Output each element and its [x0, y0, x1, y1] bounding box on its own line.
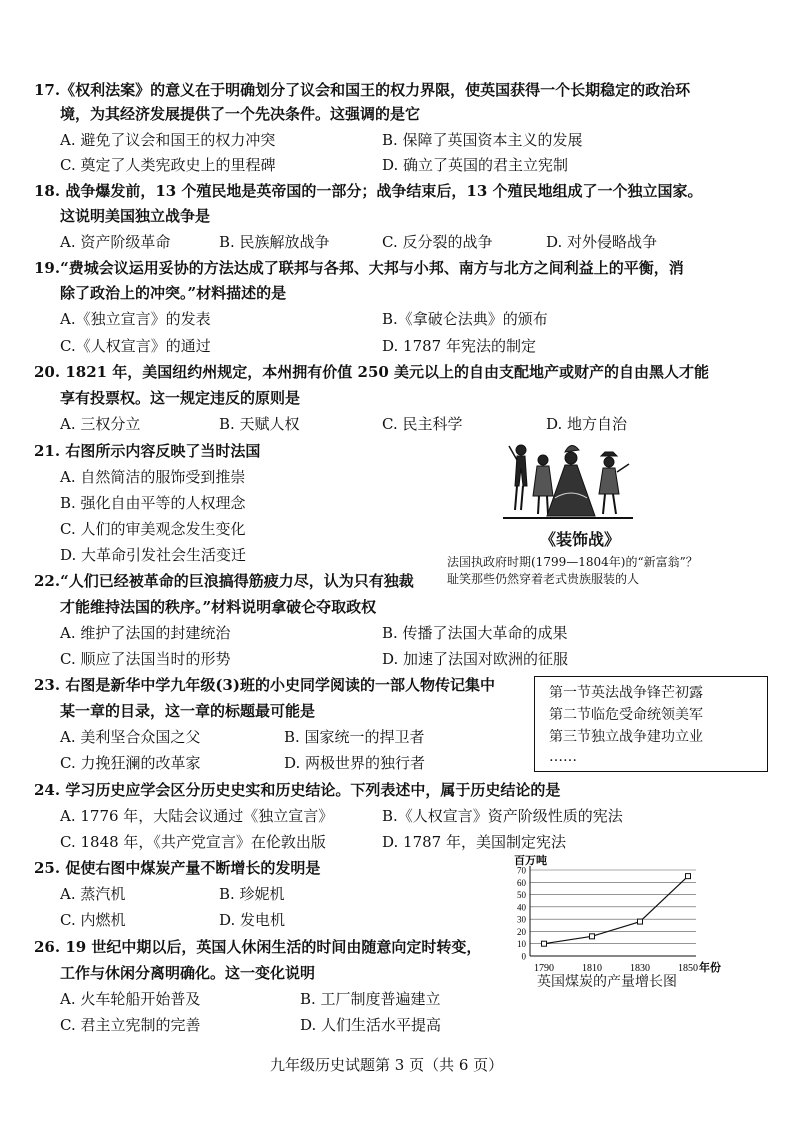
q20-option-c: C. 民主科学: [382, 415, 463, 433]
q26-option-b: B. 工厂制度普遍建立: [300, 990, 441, 1008]
q18-option-a: A. 资产阶级革命: [60, 233, 171, 251]
q23-option-b: B. 国家统一的捍卫者: [284, 728, 425, 746]
q21-option-d: D. 大革命引发社会生活变迁: [60, 546, 247, 564]
q20-stem-line2: 享有投票权。这一规定违反的原则是: [60, 389, 301, 407]
q26-option-a: A. 火车轮船开始普及: [60, 990, 201, 1008]
q19-stem-line2: 除了政治上的冲突。”材料描述的是: [60, 284, 287, 302]
q19-option-d: D. 1787 年宪法的制定: [382, 337, 536, 355]
caricature-illustration: [503, 438, 633, 524]
q20-stem-line1: 20. 1821 年，美国纽约州规定，本州拥有价值 250 美元以上的自由支配地产或财产的自由黑人才能: [34, 363, 710, 381]
chart-series-line: [544, 876, 688, 944]
figure-caption-line2: 耻笑那些仍然穿着老式贵族服装的人: [447, 572, 640, 586]
q23-stem-line1: 23. 右图是新华中学九年级(3)班的小史同学阅读的一部人物传记集中: [34, 676, 495, 694]
chart-x-tick-label: 1810: [582, 963, 602, 974]
chart-y-tick-label: 70: [517, 865, 526, 876]
chart-series: [542, 874, 691, 947]
q17-stem-line2: 境，为其经济发展提供了一个先决条件。这强调的是它: [60, 105, 421, 123]
chart-y-ticks: [517, 866, 527, 962]
chart-y-tick-label: 40: [517, 902, 526, 913]
q17-option-b: B. 保障了英国资本主义的发展: [382, 131, 583, 149]
page-footer: 九年级历史试题第 3 页（共 6 页）: [270, 1056, 504, 1074]
q25-option-d: D. 发电机: [219, 911, 286, 929]
toc-item: 第二节临危受命统领美军: [549, 707, 703, 723]
q22-option-a: A. 维护了法国的封建统治: [60, 624, 231, 642]
q22-option-b: B. 传播了法国大革命的成果: [382, 624, 568, 642]
q17-option-c: C. 奠定了人类宪政史上的里程碑: [60, 156, 276, 174]
q24-option-a: A. 1776 年，大陆会议通过《独立宣言》: [60, 807, 334, 825]
q21-option-b: B. 强化自由平等的人权理念: [60, 494, 246, 512]
figure-caption-line1: 法国执政府时期(1799—1804年)的“新富翁”？: [447, 555, 698, 569]
q22-stem-line2: 才能维持法国的秩序。”材料说明拿破仑夺取政权: [60, 598, 377, 616]
q22-stem-line1: 22.“人们已经被革命的巨浪搞得筋疲力尽，认为只有独裁: [34, 572, 414, 590]
q22-option-d: D. 加速了法国对欧洲的征服: [382, 650, 569, 668]
q21-stem: 21. 右图所示内容反映了当时法国: [34, 442, 261, 460]
q26-stem-line1: 26. 19 世纪中期以后，英国人休闲生活的时间由随意向定时转变，: [34, 938, 482, 956]
q24-option-c: C. 1848 年，《共产党宣言》在伦敦出版: [60, 833, 326, 851]
chart-y-tick-label: 50: [517, 890, 526, 901]
q23-option-c: C. 力挽狂澜的改革家: [60, 754, 201, 772]
figure-title: 《装饰战》: [540, 530, 621, 549]
q20-option-a: A. 三权分立: [60, 415, 141, 433]
chart-x-tick-label: 1830: [630, 963, 650, 974]
q17-option-a: A. 避免了议会和国王的权力冲突: [60, 131, 276, 149]
chart-data-point: [590, 934, 595, 939]
q18-option-c: C. 反分裂的战争: [382, 233, 493, 251]
chart-y-tick-label: 10: [517, 939, 526, 950]
q18-stem-line1: 18. 战争爆发前，13 个殖民地是英帝国的一部分；战争结束后，13 个殖民地组成了一个独立国家。: [34, 182, 703, 200]
q17-stem-line1: 17.《权利法案》的意义在于明确划分了议会和国王的权力界限，使英国获得一个长期稳定的政治环: [34, 81, 691, 99]
chapter-toc-box: [534, 676, 768, 772]
chart-y-tick-label: 60: [517, 877, 526, 888]
q23-option-d: D. 两极世界的独行者: [284, 754, 426, 772]
chart-title: 英国煤炭的产量增长图: [537, 974, 677, 990]
chart-x-tick-label: 1850: [678, 963, 698, 974]
q17-option-d: D. 确立了英国的君主立宪制: [382, 156, 569, 174]
q25-option-a: A. 蒸汽机: [60, 885, 126, 903]
q21-option-c: C. 人们的审美观念发生变化: [60, 520, 246, 538]
q19-stem-line1: 19.“费城会议运用妥协的方法达成了联邦与各邦、大邦与小邦、南方与北方之间利益上的平衡，消: [34, 259, 684, 277]
q24-option-d: D. 1787 年，美国制定宪法: [382, 833, 566, 851]
chart-data-point: [686, 874, 691, 879]
q18-option-b: B. 民族解放战争: [219, 233, 330, 251]
q25-stem: 25. 促使右图中煤炭产量不断增长的发明是: [34, 859, 321, 877]
q26-stem-line2: 工作与休闲分离明确化。这一变化说明: [60, 964, 316, 982]
q21-option-a: A. 自然简洁的服饰受到推崇: [60, 468, 246, 486]
q26-option-c: C. 君主立宪制的完善: [60, 1016, 201, 1034]
chart-data-point: [542, 941, 547, 946]
q25-option-b: B. 珍妮机: [219, 885, 285, 903]
chart-xlabel: 年份: [699, 962, 721, 974]
q18-stem-line2: 这说明美国独立战争是: [60, 207, 211, 225]
q22-option-c: C. 顺应了法国当时的形势: [60, 650, 231, 668]
q20-option-d: D. 地方自治: [546, 415, 628, 433]
q23-stem-line2: 某一章的目录，这一章的标题最可能是: [60, 702, 316, 720]
coal-output-chart: [500, 852, 730, 992]
chart-ylabel: 百万吨: [514, 855, 547, 867]
chart-y-tick-label: 0: [521, 951, 526, 962]
q18-option-d: D. 对外侵略战争: [546, 233, 658, 251]
q19-option-b: B.《拿破仑法典》的颁布: [382, 310, 548, 328]
q20-option-b: B. 天赋人权: [219, 415, 300, 433]
toc-item: ……: [549, 749, 577, 765]
toc-item: 第一节英法战争锋芒初露: [549, 685, 703, 701]
chart-data-point: [638, 919, 643, 924]
q23-option-a: A. 美利坚合众国之父: [60, 728, 201, 746]
q26-option-d: D. 人们生活水平提高: [300, 1016, 442, 1034]
chart-y-tick-label: 20: [517, 926, 526, 937]
chart-x-tick-label: 1790: [534, 963, 554, 974]
q24-stem: 24. 学习历史应学会区分历史史实和历史结论。下列表述中，属于历史结论的是: [34, 781, 561, 799]
q25-option-c: C. 内燃机: [60, 911, 126, 929]
chart-y-tick-label: 30: [517, 914, 526, 925]
q19-option-a: A.《独立宣言》的发表: [60, 310, 211, 328]
q24-option-b: B.《人权宣言》资产阶级性质的宪法: [382, 807, 623, 825]
q19-option-c: C.《人权宣言》的通过: [60, 337, 211, 355]
toc-item: 第三节独立战争建功立业: [549, 729, 703, 745]
